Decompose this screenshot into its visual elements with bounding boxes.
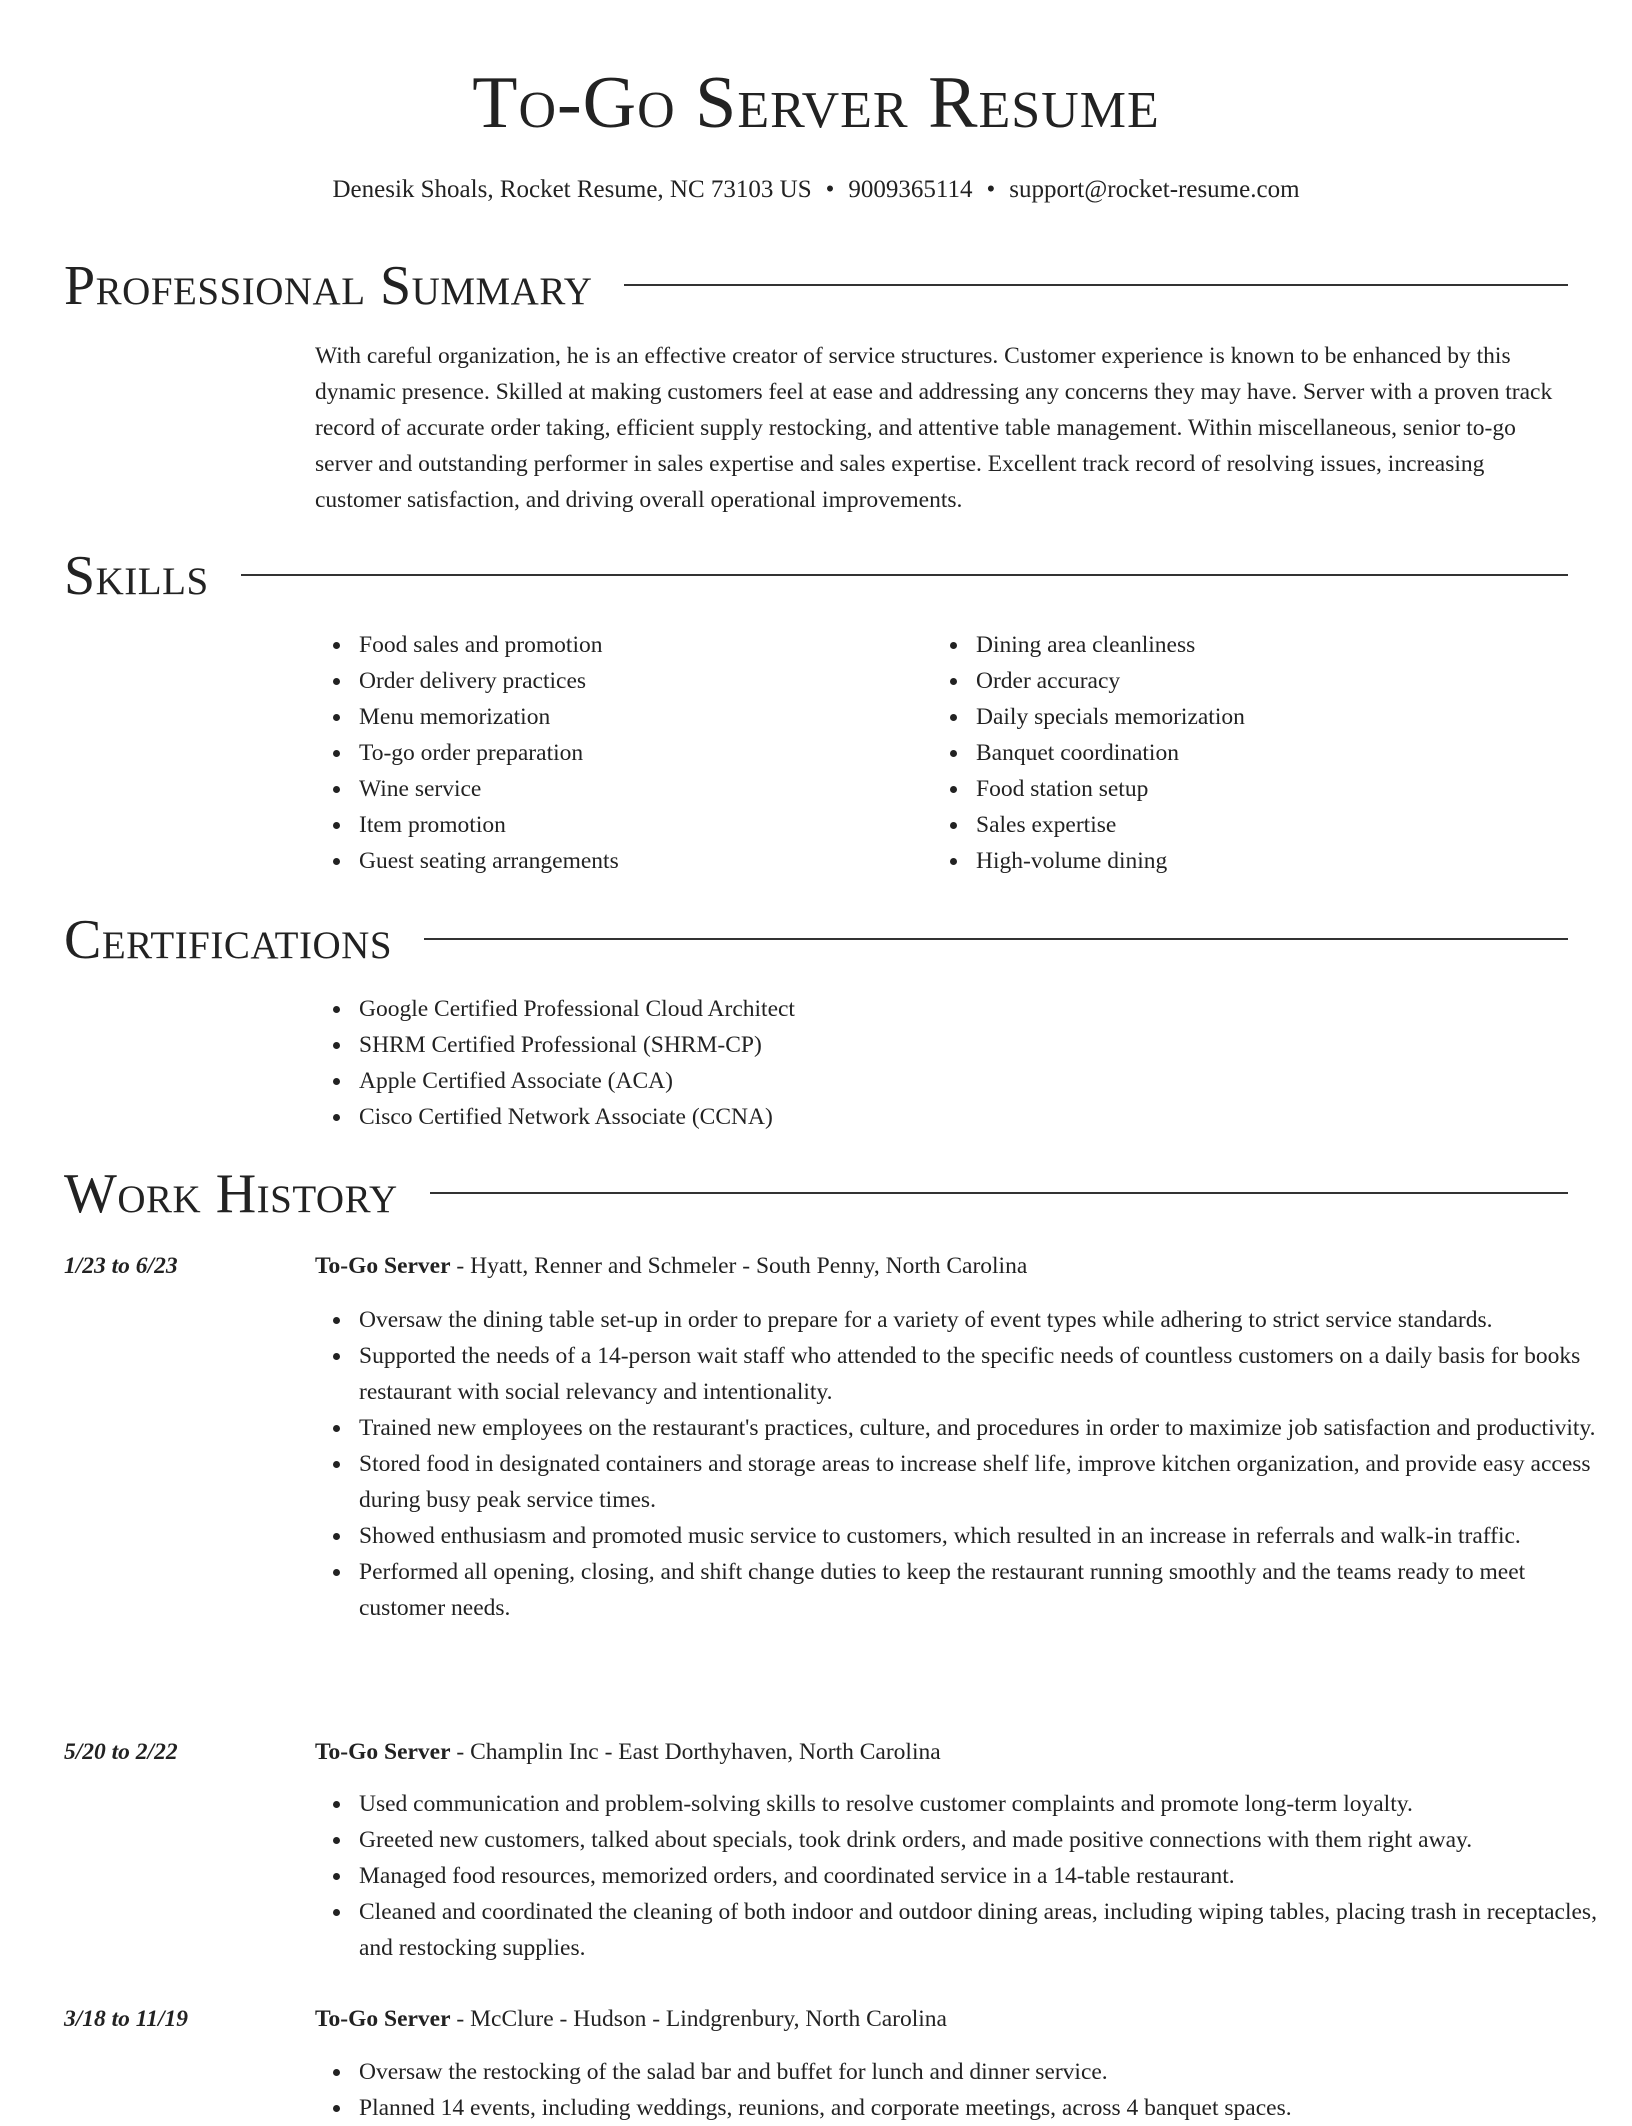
section-title: Certifications: [64, 909, 393, 971]
list-item: Food sales and promotion: [359, 627, 939, 663]
list-item: Managed food resources, memorized orders, and coordinated service in a 14-table restaurant.: [359, 1858, 1612, 1894]
list-item: Trained new employees on the restaurant's practices, culture, and procedures in order to maximize job satisfaction and productivity.: [359, 1410, 1612, 1446]
certifications-list: [315, 991, 1612, 1135]
list-item: High-volume dining: [976, 843, 1576, 879]
list-item: Oversaw the dining table set-up in order to prepare for a variety of event types while adhering to strict service standards.: [359, 1302, 1612, 1338]
list-item: Banquet coordination: [976, 735, 1576, 771]
job-title: To-Go Server: [315, 1253, 451, 1279]
section-divider: [430, 1192, 1568, 1194]
job-employer: - Hyatt, Renner and Schmeler - South Penny, North Carolina: [450, 1253, 1028, 1279]
skills-list-right: [932, 627, 1576, 879]
contact-address: Denesik Shoals, Rocket Resume, NC 73103 US: [332, 176, 812, 203]
job-dates: 1/23 to 6/23: [64, 1253, 178, 1279]
section-header-summary: [64, 254, 1568, 318]
skills-list-left: [315, 627, 939, 879]
list-item: Menu memorization: [359, 699, 939, 735]
section-divider: [624, 284, 1568, 286]
section-header-certifications: [64, 908, 1568, 972]
resume-title: To-Go Server Resume: [472, 62, 1160, 144]
contact-phone: 9009365114: [848, 176, 973, 203]
contact-line: [64, 172, 1568, 208]
list-item: Wine service: [359, 771, 939, 807]
job-bullet-list: [315, 2054, 1612, 2126]
list-item: Cisco Certified Network Associate (CCNA): [359, 1099, 1612, 1135]
list-item: Performed all opening, closing, and shift change duties to keep the restaurant running smoothly and the teams ready to meet customer needs.: [359, 1554, 1612, 1626]
list-item: Greeted new customers, talked about specials, took drink orders, and made positive connections with them right away.: [359, 1822, 1612, 1858]
job-dates: 5/20 to 2/22: [64, 1739, 178, 1765]
job-title: To-Go Server: [315, 2006, 451, 2032]
list-item: Stored food in designated containers and storage areas to increase shelf life, improve kitchen organization, and provide easy access during busy peak service times.: [359, 1446, 1612, 1518]
job-employer: - Champlin Inc - East Dorthyhaven, North Carolina: [450, 1739, 941, 1765]
section-title: Work History: [64, 1163, 398, 1225]
job-bullet-list: [315, 1302, 1612, 1626]
list-item: Sales expertise: [976, 807, 1576, 843]
list-item: SHRM Certified Professional (SHRM-CP): [359, 1027, 1612, 1063]
section-divider: [241, 574, 1568, 576]
list-item: Used communication and problem-solving skills to resolve customer complaints and promote long-term loyalty.: [359, 1786, 1612, 1822]
section-title: Skills: [64, 545, 209, 607]
list-item: Food station setup: [976, 771, 1576, 807]
list-item: Cleaned and coordinated the cleaning of both indoor and outdoor dining areas, including wiping tables, placing trash in receptacles, and restocking supplies.: [359, 1894, 1612, 1966]
list-item: Daily specials memorization: [976, 699, 1576, 735]
list-item: Showed enthusiasm and promoted music service to customers, which resulted in an increase in referrals and walk-in traffic.: [359, 1518, 1612, 1554]
contact-separator: •: [825, 176, 835, 203]
summary-text: With careful organization, he is an effective creator of service structures. Customer experience is known to be enhanced by this dynamic presence. Skilled at making customers feel at ease and addressing any concerns they may have. Server with a proven track record of accurate order taking, efficient supply restocking, and attentive table management. Within miscellaneous, senior to-go server and outstanding performer in sales expertise and sales expertise. Excellent track record of resolving issues, increasing customer satisfaction, and driving overall operational improvements.: [315, 343, 1553, 513]
list-item: Apple Certified Associate (ACA): [359, 1063, 1612, 1099]
list-item: Google Certified Professional Cloud Architect: [359, 991, 1612, 1027]
list-item: Supported the needs of a 14-person wait staff who attended to the specific needs of countless customers on a daily basis for books restaurant with social relevancy and intentionality.: [359, 1338, 1612, 1410]
section-divider: [424, 938, 1568, 940]
list-item: Order delivery practices: [359, 663, 939, 699]
job-dates: 3/18 to 11/19: [64, 2006, 189, 2032]
job-title: To-Go Server: [315, 1739, 451, 1765]
job-heading: [315, 1734, 1568, 1770]
section-header-skills: [64, 544, 1568, 608]
section-header-work-history: [64, 1162, 1568, 1226]
list-item: Order accuracy: [976, 663, 1576, 699]
section-title: Professional Summary: [64, 255, 593, 317]
list-item: Planned 14 events, including weddings, reunions, and corporate meetings, across 4 banquet spaces.: [359, 2090, 1612, 2126]
job-heading: [315, 1248, 1568, 1284]
list-item: To-go order preparation: [359, 735, 939, 771]
list-item: Oversaw the restocking of the salad bar and buffet for lunch and dinner service.: [359, 2054, 1612, 2090]
job-heading: [315, 2001, 1568, 2037]
job-bullet-list: [315, 1786, 1612, 1966]
contact-separator: •: [986, 176, 996, 203]
job-employer: - McClure - Hudson - Lindgrenbury, North Carolina: [450, 2006, 947, 2032]
list-item: Dining area cleanliness: [976, 627, 1576, 663]
list-item: Guest seating arrangements: [359, 843, 939, 879]
list-item: Item promotion: [359, 807, 939, 843]
contact-email: support@rocket-resume.com: [1009, 176, 1300, 203]
